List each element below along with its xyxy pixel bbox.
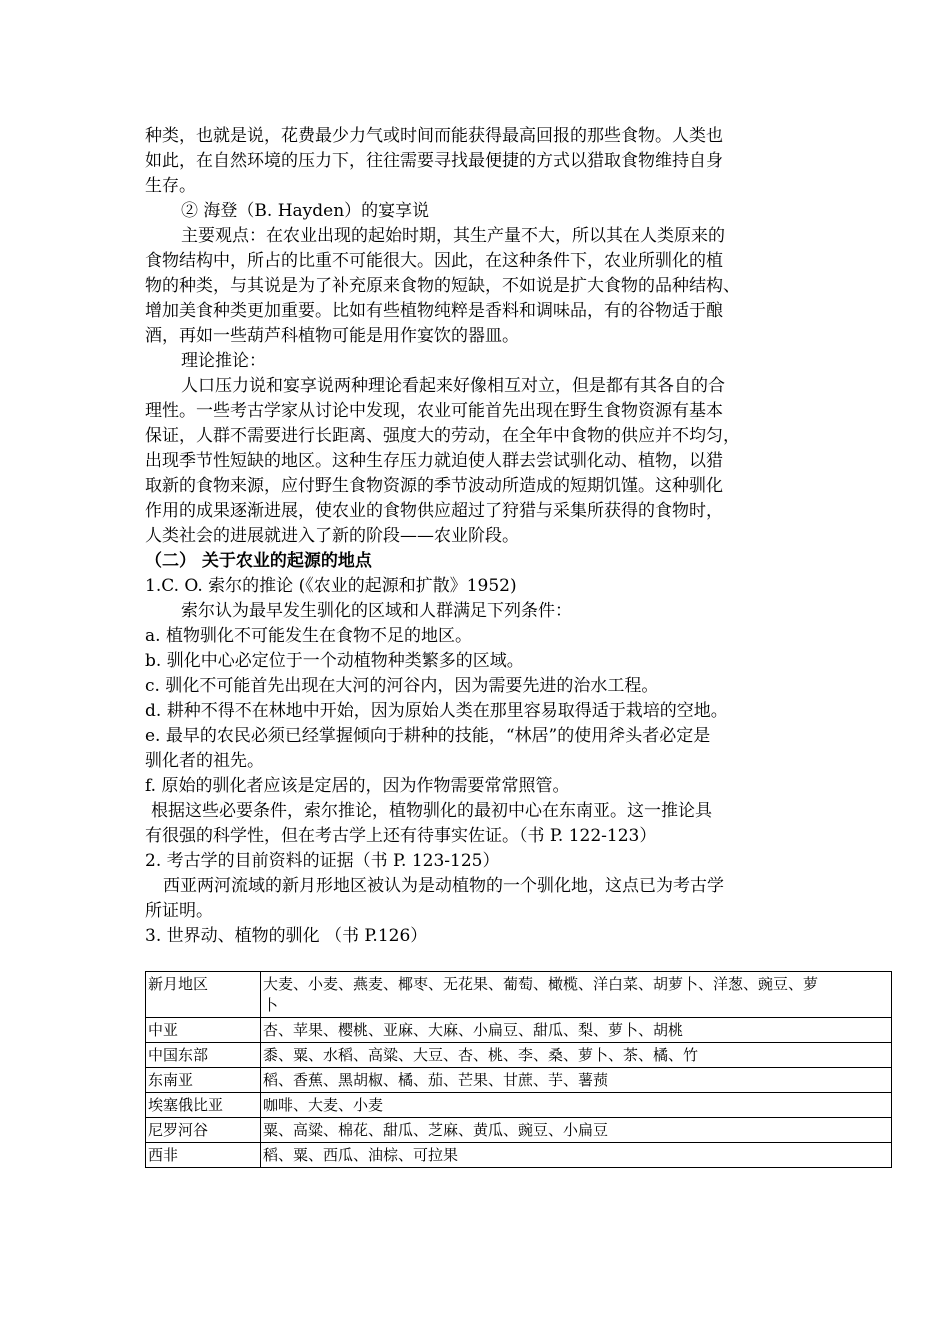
table-row bbox=[146, 1043, 892, 1068]
items-cell: 咖啡、大麦、小麦 bbox=[261, 1093, 892, 1118]
text-line: 索尔认为最早发生驯化的区域和人群满足下列条件： bbox=[181, 601, 572, 621]
text-line: 保证，人群不需要进行长距离、强度大的劳动，在全年中食物的供应并不均匀， bbox=[145, 426, 740, 446]
text-line: 种类，也就是说，花费最少力气或时间而能获得最高回报的那些食物。人类也 bbox=[145, 126, 723, 146]
table-row bbox=[146, 1093, 892, 1118]
text-line: 理论推论： bbox=[181, 351, 266, 371]
text-line: 作用的成果逐渐进展，使农业的食物供应超过了狩猎与采集所获得的食物时， bbox=[145, 501, 723, 521]
table-row bbox=[146, 972, 892, 1018]
subheading-sauer: 1.C. O. 索尔的推论 (《农业的起源和扩散》1952) bbox=[145, 576, 517, 596]
text-line: 有很强的科学性，但在考古学上还有待事实佐证。（书 P. 122-123） bbox=[145, 826, 657, 846]
items-cell: 杏、苹果、樱桃、亚麻、大麻、小扁豆、甜瓜、梨、萝卜、胡桃 bbox=[261, 1018, 892, 1043]
region-cell: 尼罗河谷 bbox=[146, 1118, 261, 1143]
items-cell: 稻、粟、西瓜、油棕、可拉果 bbox=[261, 1143, 892, 1168]
subheading-hayden: ② 海登（B. Hayden）的宴享说 bbox=[181, 201, 430, 221]
table-row bbox=[146, 1118, 892, 1143]
text-line: 生存。 bbox=[145, 176, 196, 196]
document-body bbox=[145, 124, 815, 949]
list-item: d. 耕种不得不在林地中开始，因为原始人类在那里容易取得适于栽培的空地。 bbox=[145, 701, 728, 721]
text-line: 物的种类，与其说是为了补充原来食物的短缺，不如说是扩大食物的品种结构、 bbox=[145, 276, 740, 296]
items-cell: 稻、香蕉、黑胡椒、橘、茄、芒果、甘蔗、芋、薯蓣 bbox=[261, 1068, 892, 1093]
text-line: 人类社会的进展就进入了新的阶段——农业阶段。 bbox=[145, 526, 519, 546]
text-line: 食物结构中，所占的比重不可能很大。因此，在这种条件下，农业所驯化的植 bbox=[145, 251, 723, 271]
table-row bbox=[146, 1143, 892, 1168]
text-line: 酒，再如一些葫芦科植物可能是用作宴饮的器皿。 bbox=[145, 326, 519, 346]
region-cell: 中亚 bbox=[146, 1018, 261, 1043]
text-line: 取新的食物来源，应付野生食物资源的季节波动所造成的短期饥馑。这种驯化 bbox=[145, 476, 723, 496]
region-cell: 中国东部 bbox=[146, 1043, 261, 1068]
items-cell: 粟、高粱、棉花、甜瓜、芝麻、黄瓜、豌豆、小扁豆 bbox=[261, 1118, 892, 1143]
text-line: 西亚两河流域的新月形地区被认为是动植物的一个驯化地，这点已为考古学 bbox=[163, 876, 724, 896]
text-line: 主要观点：在农业出现的起始时期，其生产量不大，所以其在人类原来的 bbox=[181, 226, 725, 246]
list-item: f. 原始的驯化者应该是定居的，因为作物需要常常照管。 bbox=[145, 776, 570, 796]
region-cell: 东南亚 bbox=[146, 1068, 261, 1093]
text-line: 理性。一些考古学家从讨论中发现，农业可能首先出现在野生食物资源有基本 bbox=[145, 401, 723, 421]
text-line: 驯化者的祖先。 bbox=[145, 751, 264, 771]
list-item: c. 驯化不可能首先出现在大河的河谷内，因为需要先进的治水工程。 bbox=[145, 676, 659, 696]
list-item: e. 最早的农民必须已经掌握倾向于耕种的技能，“林居”的使用斧头者必定是 bbox=[145, 726, 711, 746]
domestication-table bbox=[145, 971, 892, 1168]
text-line: 如此，在自然环境的压力下，往往需要寻找最便捷的方式以猎取食物维持自身 bbox=[145, 151, 723, 171]
items-text: 大麦、小麦、燕麦、椰枣、无花果、葡萄、橄榄、洋白菜、胡萝卜、洋葱、豌豆、萝 bbox=[263, 975, 819, 993]
region-cell: 新月地区 bbox=[146, 972, 261, 1018]
list-item: b. 驯化中心必定位于一个动植物种类繁多的区域。 bbox=[145, 651, 524, 671]
text-line: 出现季节性短缺的地区。这种生存压力就迫使人群去尝试驯化动、植物，以猎 bbox=[145, 451, 723, 471]
region-cell: 西非 bbox=[146, 1143, 261, 1168]
table-row bbox=[146, 1068, 892, 1093]
list-item: a. 植物驯化不可能发生在食物不足的地区。 bbox=[145, 626, 472, 646]
items-cell bbox=[261, 972, 892, 1018]
text-line: 人口压力说和宴享说两种理论看起来好像相互对立，但是都有其各自的合 bbox=[181, 376, 725, 396]
items-cell: 黍、粟、水稻、高粱、大豆、杏、桃、李、桑、萝卜、茶、橘、竹 bbox=[261, 1043, 892, 1068]
text-line: 所证明。 bbox=[145, 901, 213, 921]
text-line: 增加美食种类更加重要。比如有些植物纯粹是香料和调味品，有的谷物适于酿 bbox=[145, 301, 723, 321]
text-line: 根据这些必要条件，索尔推论，植物驯化的最初中心在东南亚。这一推论具 bbox=[151, 801, 712, 821]
region-cell: 埃塞俄比亚 bbox=[146, 1093, 261, 1118]
table-row bbox=[146, 1018, 892, 1043]
section-heading: （二） 关于农业的起源的地点 bbox=[145, 551, 372, 571]
items-text-wrap: 卜 bbox=[263, 996, 279, 1014]
subheading-domestication: 3. 世界动、植物的驯化 （书 P.126） bbox=[145, 926, 428, 946]
subheading-evidence: 2. 考古学的目前资料的证据（书 P. 123-125） bbox=[145, 851, 500, 871]
